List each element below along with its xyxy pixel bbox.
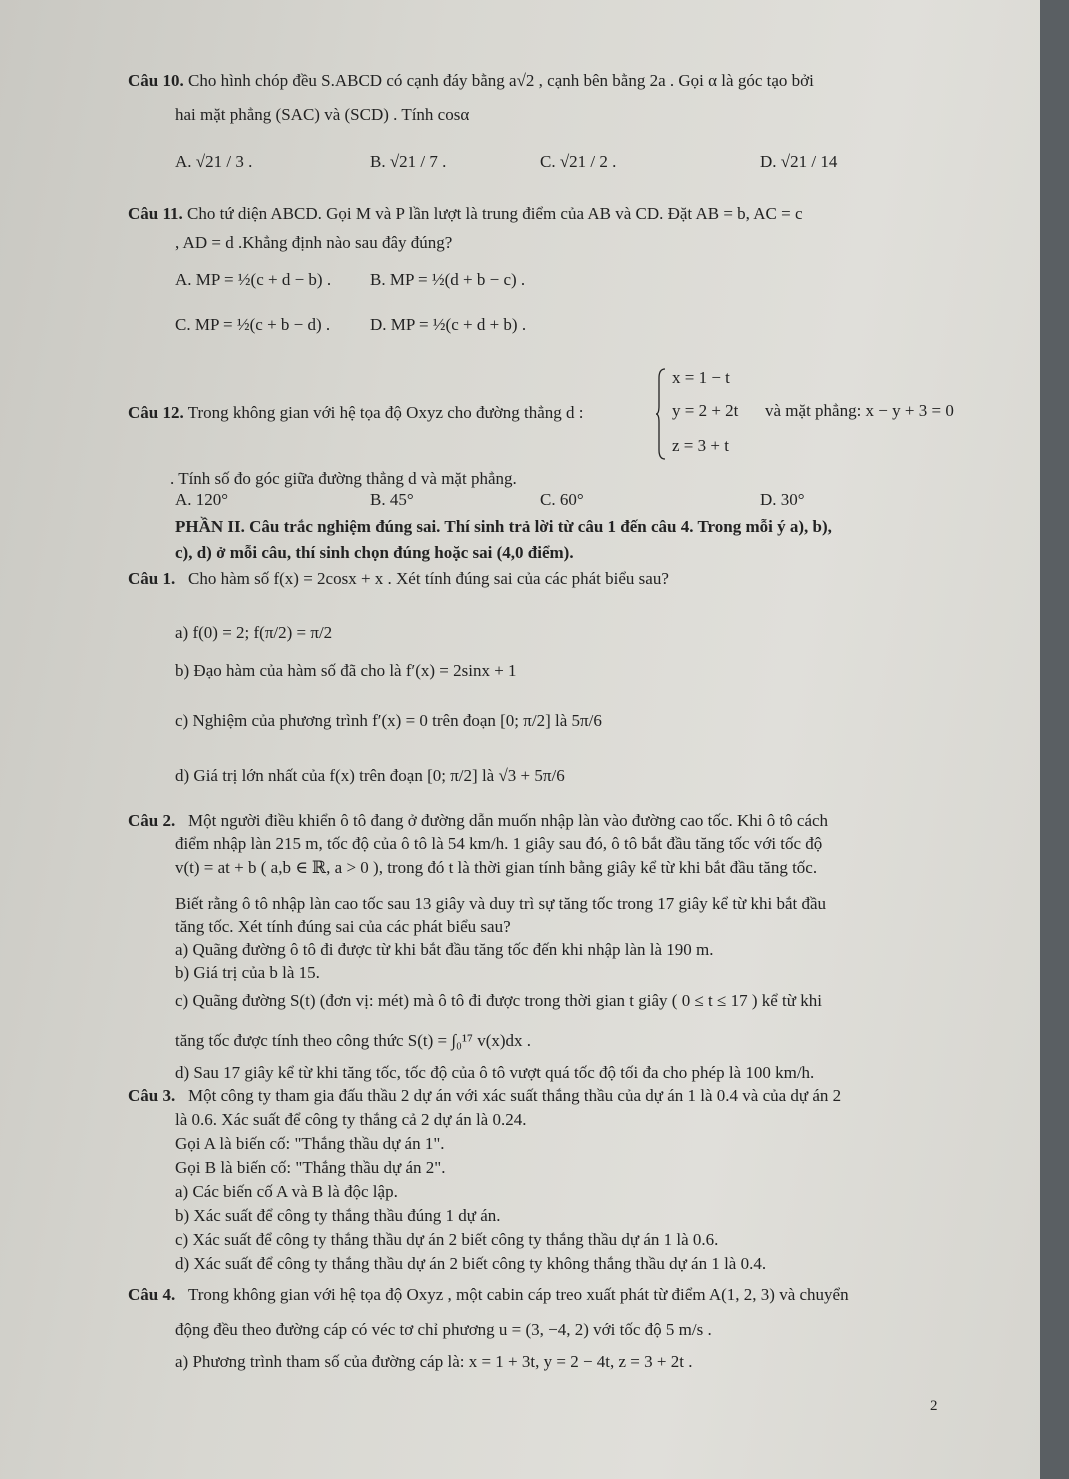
q12-system-eq1: x = 1 − t — [672, 368, 730, 387]
c3-line4: Gọi B là biến cố: "Thắng thầu dự án 2". — [175, 1158, 446, 1177]
c2-line3: v(t) = at + b ( a,b ∈ ℝ, a > 0 ), trong đó t là thời gian tính bằng giây kể từ khi bắt đầu tăng tốc. — [175, 858, 818, 877]
c2-statement-b: b) Giá trị của b là 15. — [175, 963, 320, 982]
c2-statement-a: a) Quãng đường ô tô đi được từ khi bắt đầu tăng tốc đến khi nhập làn là 190 m. — [175, 940, 714, 959]
q12-plane: và mặt phẳng: x − y + 3 = 0 — [765, 401, 954, 420]
c4-line1: Câu 4. Trong không gian với hệ tọa độ Oxyz , một cabin cáp treo xuất phát từ điểm A(1, 2, 3) và chuyển — [128, 1285, 849, 1304]
q12-option-c: C. 60° — [540, 490, 584, 509]
c1-statement-c: c) Nghiệm của phương trình f′(x) = 0 trên đoạn [0; π/2] là 5π/6 — [175, 711, 602, 730]
c3-line2: là 0.6. Xác suất để công ty thắng cả 2 dự án là 0.24. — [175, 1110, 527, 1129]
c2-statement-c-line1: c) Quãng đường S(t) (đơn vị: mét) mà ô tô đi được trong thời gian t giây ( 0 ≤ t ≤ 17 ) kể từ khi — [175, 991, 822, 1010]
q11-line1: Câu 11. Cho tứ diện ABCD. Gọi M và P lần lượt là trung điểm của AB và CD. Đặt AB = b, AC = c — [128, 204, 803, 223]
q11-option-d: D. MP = ½(c + d + b) . — [370, 315, 527, 334]
c2-statement-d: d) Sau 17 giây kể từ khi tăng tốc, tốc độ của ô tô vượt quá tốc độ tối đa cho phép là 100 km/h. — [175, 1063, 815, 1082]
q12-option-a: A. 120° — [175, 490, 229, 509]
c2-line5: tăng tốc. Xét tính đúng sai của các phát biểu sau? — [175, 917, 511, 936]
q12-system-eq3: z = 3 + t — [672, 436, 729, 455]
part2-heading-line2: c), d) ở mỗi câu, thí sinh chọn đúng hoặc sai (4,0 điểm). — [175, 543, 574, 562]
q12-line1: Câu 12. Trong không gian với hệ tọa độ Oxyz cho đường thẳng d : — [128, 403, 584, 422]
c4-line2: động đều theo đường cáp có véc tơ chỉ phương u = (3, −4, 2) với tốc độ 5 m/s . — [175, 1320, 712, 1339]
c3-line3: Gọi A là biến cố: "Thắng thầu dự án 1". — [175, 1134, 445, 1153]
q11-option-b: B. MP = ½(d + b − c) . — [370, 270, 526, 289]
c3-statement-d: d) Xác suất để công ty thắng thầu dự án 2 biết công ty không thắng thầu dự án 1 là 0.4. — [175, 1254, 767, 1273]
q12-system-brace — [656, 368, 666, 460]
c3-statement-c: c) Xác suất để công ty thắng thầu dự án 2 biết công ty thắng thầu dự án 1 là 0.6. — [175, 1230, 719, 1249]
q10-line1: Câu 10. Cho hình chóp đều S.ABCD có cạnh đáy bằng a√2 , cạnh bên bằng 2a . Gọi α là góc tạo bởi — [128, 71, 814, 90]
q12-option-d: D. 30° — [760, 490, 805, 509]
c1-statement-d: d) Giá trị lớn nhất của f(x) trên đoạn [0; π/2] là √3 + 5π/6 — [175, 766, 565, 785]
c4-statement-a: a) Phương trình tham số của đường cáp là: x = 1 + 3t, y = 2 − 4t, z = 3 + 2t . — [175, 1352, 693, 1371]
c1-statement-b: b) Đạo hàm của hàm số đã cho là f′(x) = 2sinx + 1 — [175, 661, 517, 680]
c3-line1: Câu 3. Một công ty tham gia đấu thầu 2 dự án với xác suất thắng thầu của dự án 1 là 0.4 và của dự án 2 — [128, 1086, 842, 1105]
c3-statement-a: a) Các biến cố A và B là độc lập. — [175, 1182, 398, 1201]
c2-line1: Câu 2. Một người điều khiển ô tô đang ở đường dẫn muốn nhập làn vào đường cao tốc. Khi ô tô cách — [128, 811, 829, 830]
q10-option-b: B. √21 / 7 . — [370, 152, 447, 171]
c3-statement-b: b) Xác suất để công ty thắng thầu đúng 1 dự án. — [175, 1206, 501, 1225]
c2-line4: Biết rằng ô tô nhập làn cao tốc sau 13 giây và duy trì sự tăng tốc trong 17 giây kể từ khi bắt đầu — [175, 894, 827, 913]
q10-line2: hai mặt phẳng (SAC) và (SCD) . Tính cosα — [175, 105, 470, 124]
q12-system-eq2: y = 2 + 2t — [672, 401, 739, 420]
page-number: 2 — [930, 1398, 938, 1414]
q12-line2: . Tính số đo góc giữa đường thẳng d và mặt phẳng. — [170, 469, 517, 488]
q10-option-c: C. √21 / 2 . — [540, 152, 617, 171]
q11-option-a: A. MP = ½(c + d − b) . — [175, 270, 332, 289]
c2-line2: điểm nhập làn 215 m, tốc độ của ô tô là 54 km/h. 1 giây sau đó, ô tô bắt đầu tăng tốc với tốc độ — [175, 834, 823, 853]
page-edge — [1040, 0, 1069, 1479]
c2-statement-c-line2: tăng tốc được tính theo công thức S(t) = ∫₀¹⁷ v(x)dx . — [175, 1031, 532, 1050]
q11-option-c: C. MP = ½(c + b − d) . — [175, 315, 331, 334]
q11-line2: , AD = d .Khẳng định nào sau đây đúng? — [175, 233, 453, 252]
c1-statement-a: a) f(0) = 2; f(π/2) = π/2 — [175, 623, 333, 642]
part2-heading-line1: PHẦN II. Câu trắc nghiệm đúng sai. Thí sinh trả lời từ câu 1 đến câu 4. Trong mỗi ý a), b), — [175, 517, 832, 536]
c1-stem: Câu 1. Cho hàm số f(x) = 2cosx + x . Xét tính đúng sai của các phát biểu sau? — [128, 569, 669, 588]
q12-option-b: B. 45° — [370, 490, 414, 509]
q10-option-a: A. √21 / 3 . — [175, 152, 253, 171]
q10-option-d: D. √21 / 14 — [760, 152, 838, 171]
